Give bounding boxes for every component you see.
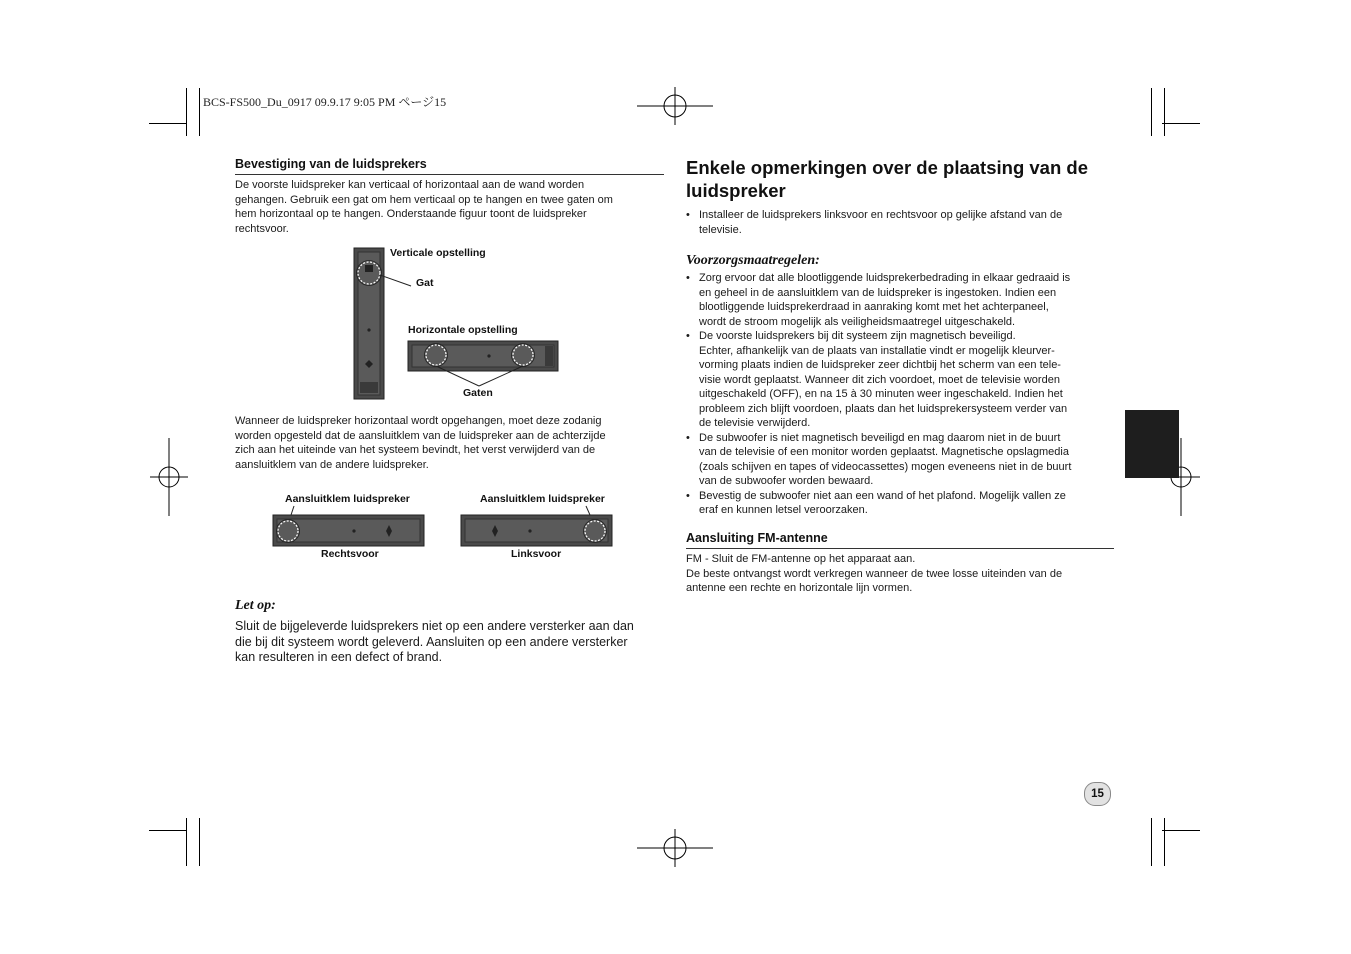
mounting-heading: Bevestiging van de luidsprekers: [235, 157, 664, 175]
text-line: die bij dit systeem wordt geleverd. Aansluiten op een andere versterker: [235, 634, 628, 649]
text-line: van de televisie of een monitor worden geplaatst. Magnetische opslagmedia: [699, 446, 1069, 458]
text-line: Wanneer de luidspreker horizontaal wordt opgehangen, moet deze zodanig: [235, 415, 602, 427]
text-line: gehangen. Gebruik een gat om hem verticaal op te hangen en twee gaten om: [235, 193, 613, 206]
text-line: van de subwoofer worden bewaard.: [699, 475, 874, 487]
text-line: visie wordt geplaatst. Wanneer dit zich voordoet, moet de televisie worden: [699, 373, 1060, 386]
list-item: [686, 431, 1116, 489]
text-line: Sluit de bijgeleverde luidsprekers niet op een andere versterker aan dan: [235, 619, 634, 633]
horizontal-mount-label: Horizontale opstelling: [408, 324, 518, 336]
text-line: • De voorste luidsprekers bij dit systeem zijn magnetisch beveiligd.: [699, 330, 1016, 342]
text-line: De beste ontvangst wordt verkregen wanneer de twee losse uiteinden van de: [686, 567, 1063, 580]
speaker-mounting-figure: [345, 240, 575, 405]
list-item: [686, 329, 1116, 431]
text-line: wordt de stroom mogelijk als veiligheidsmaatregel uitgeschakeld.: [699, 315, 1016, 328]
page-title: [686, 156, 1126, 202]
text-line: rechtsvoor.: [235, 222, 289, 235]
text-line: De voorste luidspreker kan verticaal of horizontaal aan de wand worden: [235, 179, 585, 191]
text-line: kan resulteren in een defect of brand.: [235, 650, 443, 664]
fm-antenna-paragraph: [686, 552, 1116, 596]
intro-bullet-list: [686, 208, 1116, 237]
text-line: zich aan het uiteinde van het systeem bevindt, het verst verwijderd van de: [235, 444, 596, 456]
text-line: en geheel in de aansluitklem van de luidspreker is ingestoken. Indien een: [699, 286, 1057, 299]
text-line: blootliggende luidsprekerdraad in aanraking komt met het achterpaneel,: [699, 301, 1049, 313]
text-line: • Bevestig de subwoofer niet aan een wand of het plafond. Mogelijk vallen ze: [699, 489, 1066, 502]
print-header: BCS-FS500_Du_0917 09.9.17 9:05 PM ページ15: [203, 95, 447, 109]
text-line: (zoals schijven en tapes of videocassettes) mogen eveneens niet in de buurt: [699, 460, 1072, 473]
text-line: • De subwoofer is niet magnetisch beveiligd en mag daarom niet in de buurt: [699, 431, 1061, 444]
terminal-label-right-speaker: Aansluitklem luidspreker: [285, 493, 410, 505]
text-line: probleem zich blijft voordoen, plaats dan het luidsprekersysteem verder van: [699, 402, 1068, 415]
vertical-speaker-illustration: [354, 248, 411, 399]
caution-heading: Let op:: [235, 598, 276, 613]
vertical-mount-label: Verticale opstelling: [390, 247, 486, 259]
text-line: • Zorg ervoor dat alle blootliggende luidsprekerbedrading in elkaar gedraaid is: [699, 272, 1071, 284]
holes-label: Gaten: [463, 387, 493, 399]
text-line: • Installeer de luidsprekers linksvoor en rechtsvoor op gelijke afstand van de: [699, 209, 1063, 221]
text-line: worden opgesteld dat de aansluitklem van de luidspreker aan de achterzijde: [235, 429, 606, 442]
text-line: Echter, afhankelijk van de plaats van installatie vindt er mogelijk kleurver-: [699, 344, 1055, 357]
terminal-position-figure: [265, 500, 625, 552]
hole-label: Gat: [416, 277, 434, 289]
mounting-paragraph: [235, 178, 665, 236]
page-number: 15: [1084, 782, 1111, 806]
terminal-label-left-speaker: Aansluitklem luidspreker: [480, 493, 605, 505]
list-item: [686, 208, 1116, 237]
front-left-speaker-illustration: [461, 506, 612, 546]
title-line: Enkele opmerkingen over de plaatsing van de: [686, 157, 1088, 178]
horizontal-mount-paragraph: [235, 414, 665, 472]
precautions-list: [686, 271, 1116, 518]
front-right-label: Rechtsvoor: [321, 548, 379, 560]
text-line: eraf en kunnen letsel veroorzaken.: [699, 504, 868, 516]
text-line: hem horizontaal op te hangen. Onderstaande figuur toont de luidspreker: [235, 208, 587, 220]
caution-paragraph: [235, 619, 675, 666]
title-line: luidspreker: [686, 180, 786, 201]
precautions-heading: Voorzorgsmaatregelen:: [686, 253, 820, 268]
front-right-speaker-illustration: [273, 506, 424, 546]
front-left-label: Linksvoor: [511, 548, 562, 560]
text-line: de televisie verwijderd.: [699, 417, 811, 429]
text-line: FM - Sluit de FM-antenne op het apparaat aan.: [686, 553, 916, 565]
text-line: vorming plaats indien de luidspreker zeer dichtbij het scherm van een tele-: [699, 359, 1061, 371]
horizontal-speaker-illustration: [408, 341, 558, 386]
list-item: [686, 271, 1116, 329]
text-line: televisie.: [699, 223, 742, 236]
text-line: uitgeschakeld (OFF), en na 15 à 30 minuten weer ingeschakeld. Indien het: [699, 388, 1063, 400]
chapter-tab: [1125, 410, 1179, 478]
text-line: antenne een rechte en horizontale lijn vormen.: [686, 582, 913, 594]
fm-antenna-heading: Aansluiting FM-antenne: [686, 531, 1114, 549]
text-line: aansluitklem van de andere luidspreker.: [235, 458, 429, 471]
list-item: [686, 489, 1116, 518]
